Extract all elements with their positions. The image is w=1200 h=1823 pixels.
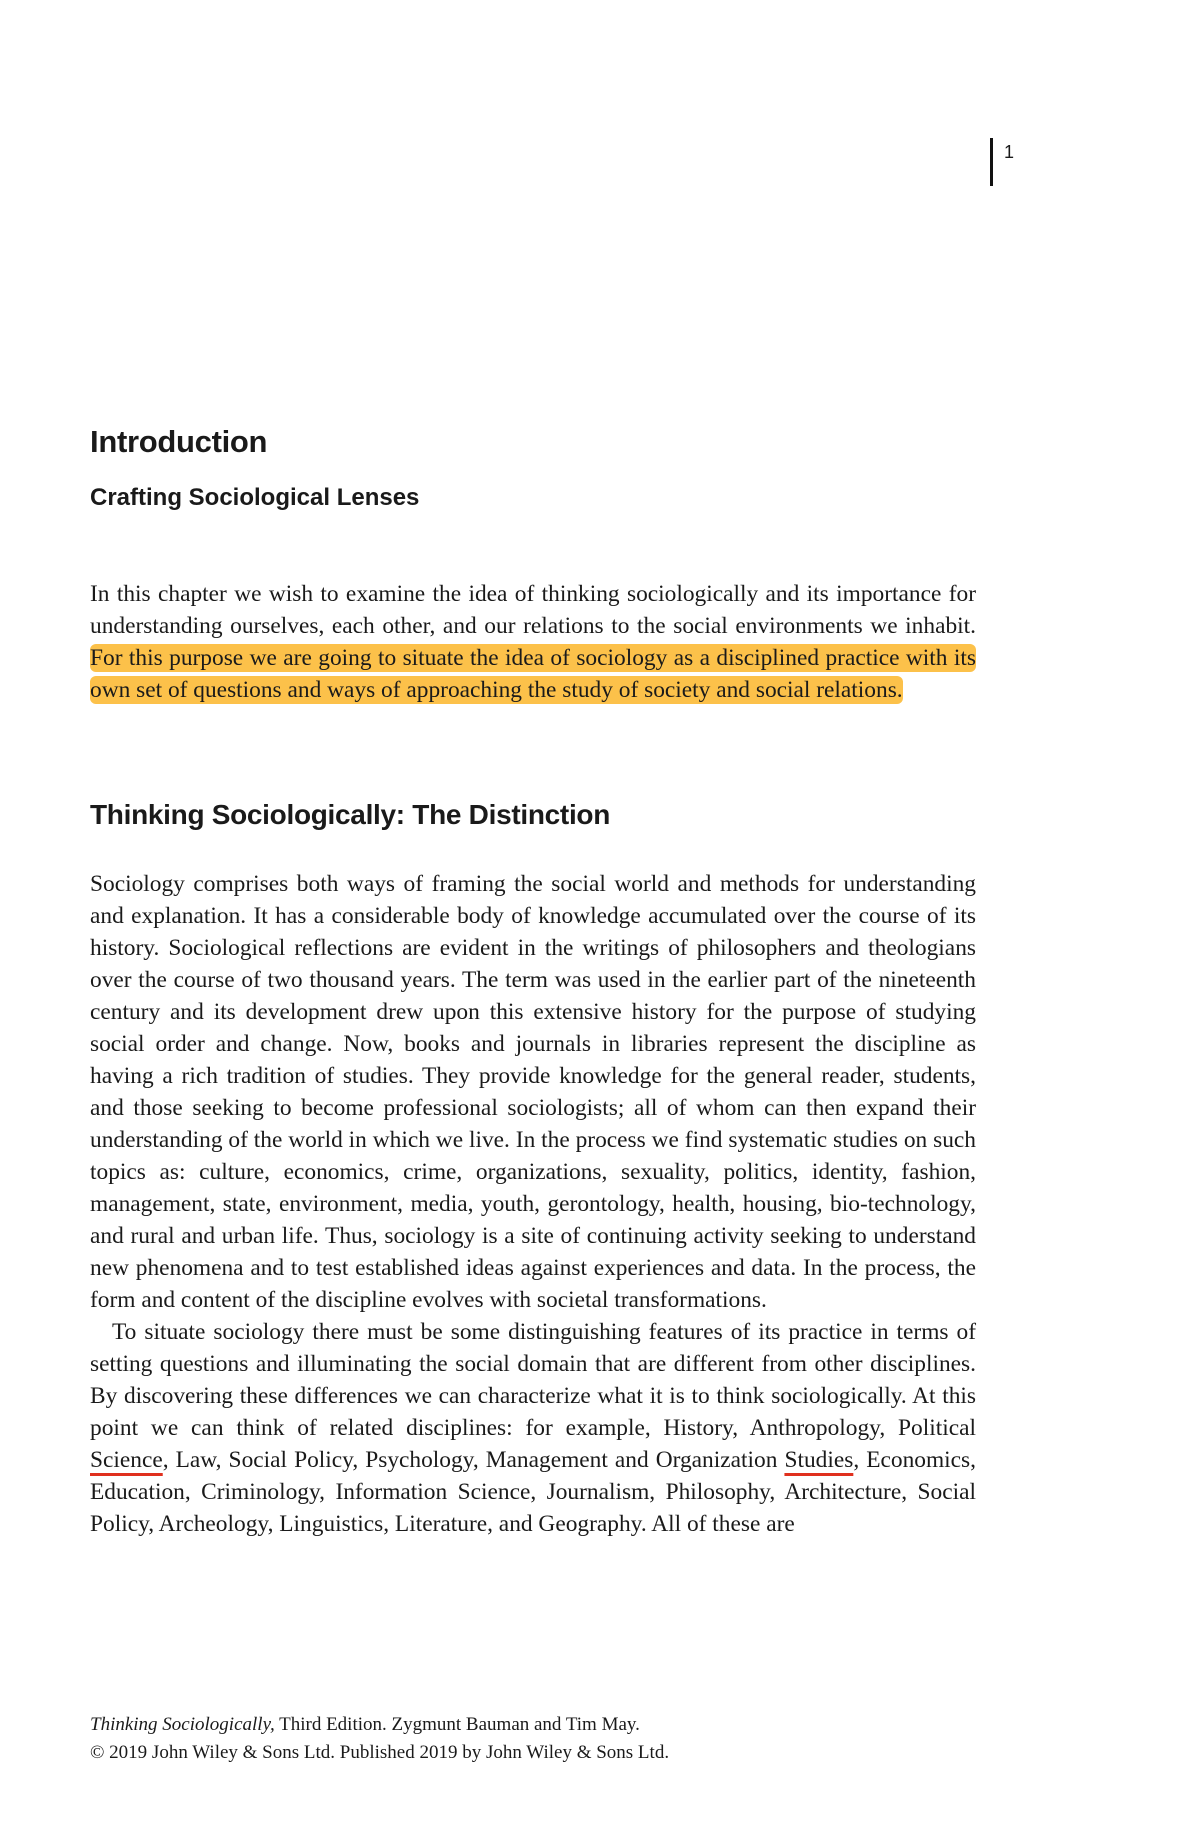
highlighted-passage[interactable]: For this purpose we are going to situate the idea of sociology as a disciplined practice with its own set of questions and ways of approaching the study of society and social relations. [90,645,976,703]
chapter-title: Introduction [90,424,268,459]
section-body [90,868,976,1540]
chapter-subtitle: Crafting Sociological Lenses [90,484,420,511]
underline-annotation-studies[interactable]: Studies [784,1447,854,1473]
footer-citation [90,1711,976,1739]
paragraph-2-text-a: To situate sociology there must be some distinguishing features of its practice in terms of setting questions and illuminating the social domain that are different from other disciplines. By discovering these differences we can characterize what it is to think sociologically. At this point we can think of related disciplines: for example, History, Anthropology, Political [90,1319,976,1441]
footer-edition-authors: Third Edition. Zygmunt Bauman and Tim May. [274,1714,640,1735]
underline-annotation-science[interactable]: Science [90,1447,163,1473]
paragraph-2-text-b: , Law, Social Policy, Psychology, Management and Organization [162,1447,785,1473]
footer-copyright: © 2019 John Wiley & Sons Ltd. Published 2019 by John Wiley & Sons Ltd. [90,1742,670,1763]
page-number: 1 [1004,142,1015,162]
body-paragraph-2 [90,1316,976,1540]
intro-text: In this chapter we wish to examine the idea of thinking sociologically and its importance for understanding ourselves, each other, and our relations to the social environments we inhabit. [90,581,976,639]
paragraph-2-text-c: , Economics, Education, Criminology, Information Science, Journalism, Philosophy, Architecture, Social Policy, Archeology, Linguistics, Literature, and Geography. All of these are [90,1447,976,1537]
section-heading: Thinking Sociologically: The Distinction [90,799,611,830]
page-footer [90,1711,976,1767]
body-paragraph-1: Sociology comprises both ways of framing the social world and methods for understanding and explanation. It has a considerable body of knowledge accumulated over the course of its history. Sociological reflections are evident in the writings of philosophers and theologians over the course of two thousand years. The term was used in the earlier part of the nineteenth century and its development drew upon this extensive history for the purpose of studying social order and change. Now, books and journals in libraries represent the discipline as having a rich tradition of studies. They provide knowledge for the general reader, students, and those seeking to become professional sociologists; all of whom can then expand their understanding of the world in which we live. In the process we find systematic studies on such topics as: culture, economics, crime, organizations, sexuality, politics, identity, fashion, management, state, environment, media, youth, gerontology, health, housing, bio-technology, and rural and urban life. Thus, sociology is a site of continuing activity seeking to understand new phenomena and to test established ideas against experiences and data. In the process, the form and content of the discipline evolves with societal transformations. [90,871,976,1313]
intro-paragraph [90,578,976,706]
page-number-rule [990,138,993,186]
footer-book-title: Thinking Sociologically, [90,1714,275,1735]
